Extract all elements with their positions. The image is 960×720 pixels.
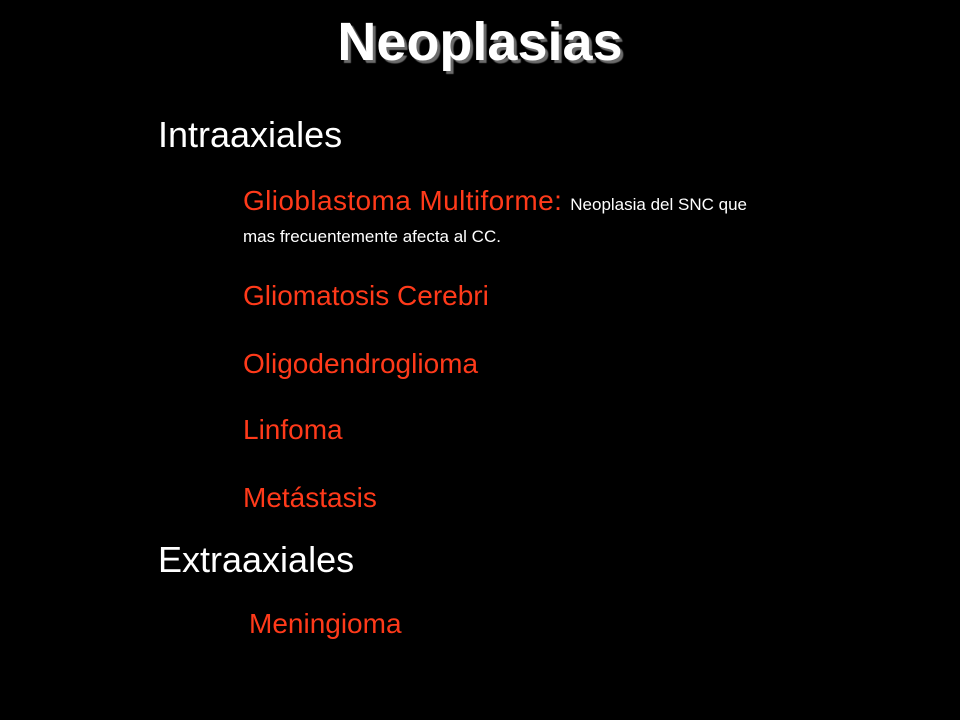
- item-description-glioblastoma-part1: Neoplasia del SNC que: [570, 195, 747, 214]
- list-item-linfoma: Linfoma: [243, 414, 343, 445]
- list-item-gliomatosis-cerebri: Gliomatosis Cerebri: [243, 280, 489, 311]
- item-description-glioblastoma-part2: mas frecuentemente afecta al CC.: [243, 227, 501, 246]
- item-name-glioblastoma: Glioblastoma Multiforme:: [243, 185, 563, 216]
- list-item-glioblastoma: [243, 184, 923, 218]
- list-item-metastasis: Metástasis: [243, 482, 377, 513]
- list-item-oligodendroglioma: Oligodendroglioma: [243, 348, 479, 379]
- list-item-meningioma: Meningioma: [249, 608, 402, 639]
- slide-title: Neoplasias: [337, 12, 623, 72]
- section-heading-extraaxiales: Extraaxiales: [158, 539, 355, 580]
- section-heading-intraaxiales: Intraaxiales: [158, 114, 343, 155]
